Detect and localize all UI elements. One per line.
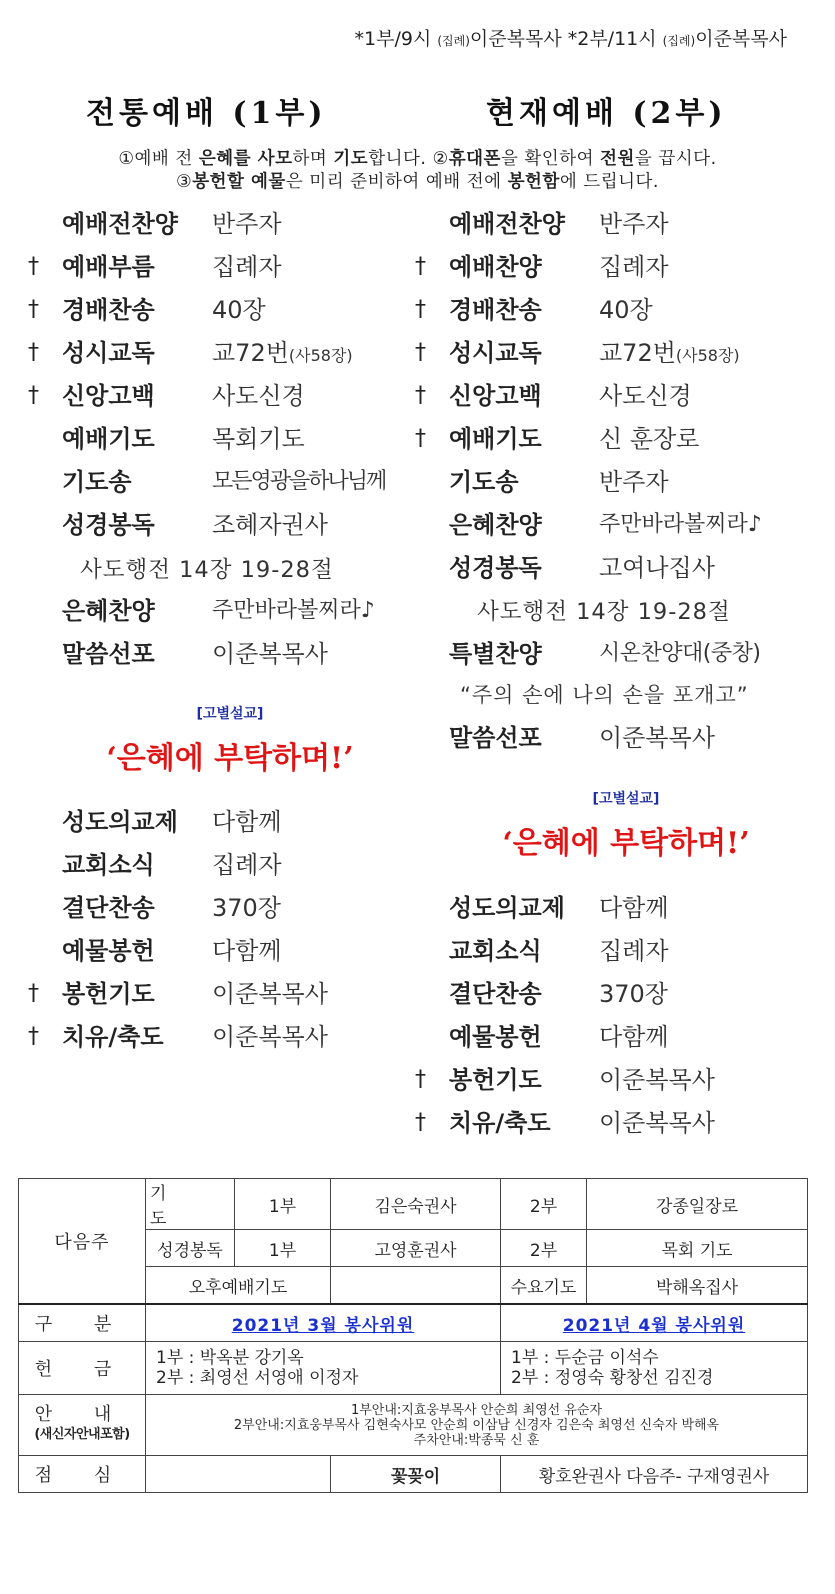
march-offering <box>146 1342 501 1395</box>
april-volunteers-link[interactable]: 2021년 4월 봉사위원 <box>562 1315 746 1336</box>
cross-icon: † <box>415 340 426 365</box>
order-value: 이준복목사 <box>212 1023 328 1051</box>
reading-note: (사58장) <box>675 346 740 365</box>
sermon-title: ‘은혜에 부탁하며!’ <box>502 826 750 861</box>
reading-part-1: 고영훈권사 <box>331 1230 501 1267</box>
april-offering <box>501 1342 808 1395</box>
order-label: 성시교독 <box>62 339 155 367</box>
order-value: 모든영광을하나님께 <box>212 469 386 494</box>
order-row <box>28 421 408 457</box>
guide-sublabel: (새신자안내포함) <box>34 1427 130 1442</box>
april-volunteers-header <box>501 1304 808 1342</box>
next-week-label: 다음주 <box>19 1179 146 1305</box>
order-row <box>28 206 408 242</box>
notice-text: 은 미리 준비하여 예배 전에 <box>285 172 508 192</box>
order-label: 성시교독 <box>449 339 542 367</box>
order-value: 다함께 <box>599 894 669 922</box>
order-label: 예배전찬양 <box>449 210 565 238</box>
order-row <box>28 335 408 371</box>
part-1-label: 1부 <box>235 1230 331 1267</box>
order-value: 고여나집사 <box>599 554 715 582</box>
reading-part-2: 목회 기도 <box>587 1230 808 1267</box>
notice-emph: 전원 <box>600 149 635 169</box>
schedule-line <box>355 24 787 51</box>
cross-icon: † <box>28 383 39 408</box>
order-row <box>28 464 408 500</box>
cross-icon: † <box>415 254 426 279</box>
special-song-title: “주의 손에 나의 손을 포개고” <box>460 683 749 707</box>
schedule-1-pastor: 이준복목사 <box>469 28 562 50</box>
order-label: 경배찬송 <box>62 296 155 324</box>
lunch-value <box>146 1456 331 1493</box>
guide-details <box>146 1395 808 1456</box>
order-label: 예물봉헌 <box>449 1023 542 1051</box>
reading-note: (사58장) <box>288 346 353 365</box>
order-value: 반주자 <box>599 468 669 496</box>
order-label: 치유/축도 <box>449 1109 551 1137</box>
march-volunteers-link[interactable]: 2021년 3월 봉사위원 <box>231 1315 415 1336</box>
order-label: 기도송 <box>449 468 519 496</box>
prayer-part-2: 강종일장로 <box>587 1179 808 1230</box>
order-row <box>28 249 408 285</box>
order-row <box>415 507 815 543</box>
order-label: 신앙고백 <box>62 382 155 410</box>
schedule-1-role: (집례) <box>437 34 470 48</box>
order-value: 사도신경 <box>212 382 305 410</box>
order-value: 반주자 <box>212 210 282 238</box>
order-row <box>28 890 408 926</box>
cross-icon: † <box>415 383 426 408</box>
order-value <box>599 335 740 374</box>
wednesday-prayer-label: 수요기도 <box>501 1267 587 1305</box>
order-label: 기도송 <box>62 468 132 496</box>
order-label: 교회소식 <box>449 937 542 965</box>
order-value: 다함께 <box>212 808 282 836</box>
notice-text: 하며 <box>292 149 334 169</box>
schedule-2-pastor: 이준복목사 <box>695 28 787 50</box>
order-row <box>28 847 408 883</box>
order-row <box>415 206 815 242</box>
order-row <box>415 636 815 672</box>
notice-text: 에 드립니다. <box>559 172 659 192</box>
order-label: 은혜찬양 <box>62 597 155 625</box>
order-row <box>28 378 408 414</box>
order-value: 이준복목사 <box>599 724 715 752</box>
order-value: 이준복목사 <box>212 640 328 668</box>
order-value: 다함께 <box>212 937 282 965</box>
order-label: 교회소식 <box>62 851 155 879</box>
table-row <box>19 1456 808 1493</box>
order-row <box>415 1105 815 1141</box>
reading-label: 성경봉독 <box>146 1230 235 1267</box>
order-value: 집례자 <box>212 253 282 281</box>
guide-label: 안 내 <box>34 1404 130 1425</box>
part-2-label: 2부 <box>501 1179 587 1230</box>
cross-icon: † <box>28 1024 39 1049</box>
order-value: 사도신경 <box>599 382 692 410</box>
order-row <box>415 1062 815 1098</box>
order-value: 주만바라볼찌라♪ <box>212 598 375 623</box>
guide-parking: 주차안내:박종묵 신 훈 <box>413 1432 540 1448</box>
order-row <box>28 636 408 672</box>
order-label: 성도의교제 <box>62 808 178 836</box>
table-row <box>19 1304 808 1342</box>
order-label: 성경봉독 <box>449 554 542 582</box>
schedule-2-role: (집례) <box>662 34 696 48</box>
order-label: 예배부름 <box>62 253 155 281</box>
order-value: 신 훈장로 <box>599 425 700 453</box>
order-value: 집례자 <box>599 253 669 281</box>
volunteer-table <box>18 1178 808 1493</box>
order-label: 봉헌기도 <box>449 1066 542 1094</box>
notice-emph: 은혜를 사모 <box>198 149 293 169</box>
order-label: 치유/축도 <box>62 1023 164 1051</box>
march-volunteers-header <box>146 1304 501 1342</box>
guide-part-2: 2부안내:지효웅부목사 김현숙사모 안순희 이삼남 신경자 김은숙 최영선 신숙자 박해옥 <box>233 1417 720 1433</box>
table-row <box>19 1395 808 1456</box>
sermon-tag: [고별설교] <box>592 791 660 807</box>
order-value: 목회기도 <box>212 425 305 453</box>
order-label: 신앙고백 <box>449 382 542 410</box>
order-row <box>415 249 815 285</box>
order-row <box>415 976 815 1012</box>
evening-prayer-label: 오후예배기도 <box>146 1267 331 1305</box>
reading-number: 교72번 <box>599 339 676 367</box>
cross-icon: † <box>28 340 39 365</box>
order-row <box>28 507 408 543</box>
table-row <box>19 1179 808 1230</box>
order-label: 특별찬양 <box>449 640 542 668</box>
order-label: 성도의교제 <box>449 894 565 922</box>
notice-text: 을 확인하여 <box>500 149 601 169</box>
april-offering-part-2: 2부 : 정영숙 황창선 김진경 <box>511 1368 714 1388</box>
notice-text: ③ <box>176 172 193 192</box>
order-label: 예배기도 <box>449 425 542 453</box>
cross-icon: † <box>415 426 426 451</box>
order-row <box>28 593 408 629</box>
reading-number: 교72번 <box>212 339 289 367</box>
order-label: 말씀선포 <box>62 640 155 668</box>
category-label: 구 분 <box>19 1304 146 1342</box>
march-offering-part-2: 2부 : 최영선 서영애 이정자 <box>156 1368 359 1388</box>
order-value: 이준복목사 <box>599 1109 715 1137</box>
order-row <box>415 464 815 500</box>
cross-icon: † <box>415 297 426 322</box>
order-value: 40장 <box>212 296 266 324</box>
order-value: 시온찬양대(중창) <box>599 641 761 666</box>
order-row <box>28 804 408 840</box>
notice-line-2 <box>0 168 835 193</box>
order-row <box>28 933 408 969</box>
notice-emph: 봉헌할 예물 <box>192 172 286 192</box>
cross-icon: † <box>28 297 39 322</box>
schedule-1-time: *1부/9시 <box>354 28 438 50</box>
notice-emph: 휴대폰 <box>448 149 501 169</box>
order-label: 예물봉헌 <box>62 937 155 965</box>
part-1-label: 1부 <box>235 1179 331 1230</box>
order-label: 결단찬송 <box>449 980 542 1008</box>
notice-line-1 <box>0 145 835 170</box>
order-label: 예배찬양 <box>449 253 542 281</box>
order-row <box>415 890 815 926</box>
order-value: 집례자 <box>599 937 669 965</box>
order-row <box>415 1019 815 1055</box>
order-row <box>415 378 815 414</box>
cross-icon: † <box>28 981 39 1006</box>
order-row <box>415 720 815 756</box>
order-value: 이준복목사 <box>212 980 328 1008</box>
order-label: 봉헌기도 <box>62 980 155 1008</box>
order-label: 성경봉독 <box>62 511 155 539</box>
cross-icon: † <box>28 254 39 279</box>
april-offering-part-1: 1부 : 두순금 이석수 <box>511 1348 659 1368</box>
order-value: 반주자 <box>599 210 669 238</box>
evening-prayer-value <box>331 1267 501 1305</box>
order-label: 말씀선포 <box>449 724 542 752</box>
order-row <box>28 292 408 328</box>
service-2-title: 현재예배 (2부) <box>486 96 727 131</box>
notice-text: ①예배 전 <box>118 149 199 169</box>
order-value: 40장 <box>599 296 653 324</box>
order-row <box>415 550 815 586</box>
order-label: 예배기도 <box>62 425 155 453</box>
order-value: 이준복목사 <box>599 1066 715 1094</box>
service-1-title: 전통예배 (1부) <box>86 96 327 131</box>
order-row <box>415 292 815 328</box>
order-value <box>212 335 353 374</box>
notice-emph: 기도 <box>333 149 369 169</box>
order-value: 다함께 <box>599 1023 669 1051</box>
cross-icon: † <box>415 1067 426 1092</box>
flowers-label: 꽃꽂이 <box>331 1456 501 1493</box>
scripture-reference: 사도행전 14장 19-28절 <box>80 557 334 583</box>
notice-text: 을 끕시다. <box>634 149 717 169</box>
order-label: 은혜찬양 <box>449 511 542 539</box>
sermon-title: ‘은혜에 부탁하며!’ <box>106 741 354 776</box>
order-label: 결단찬송 <box>62 894 155 922</box>
guide-label-cell <box>19 1395 146 1456</box>
lunch-label: 점 심 <box>19 1456 146 1493</box>
order-value: 주만바라볼찌라♪ <box>599 512 762 537</box>
scripture-reference: 사도행전 14장 19-28절 <box>477 599 731 625</box>
march-offering-part-1: 1부 : 박옥분 강기옥 <box>156 1348 304 1368</box>
order-row <box>28 976 408 1012</box>
order-row <box>415 421 815 457</box>
order-row <box>28 1019 408 1055</box>
flowers-value: 황호완권사 다음주- 구재영권사 <box>501 1456 808 1493</box>
offering-label: 헌 금 <box>19 1342 146 1395</box>
sermon-tag: [고별설교] <box>196 706 264 722</box>
order-label: 경배찬송 <box>449 296 542 324</box>
prayer-part-1: 김은숙권사 <box>331 1179 501 1230</box>
order-row <box>415 335 815 371</box>
table-row <box>19 1342 808 1395</box>
cross-icon: † <box>415 1110 426 1135</box>
order-value: 집례자 <box>212 851 282 879</box>
order-value: 370장 <box>212 894 281 922</box>
order-value: 조혜자권사 <box>212 511 328 539</box>
order-label: 예배전찬양 <box>62 210 178 238</box>
order-value: 370장 <box>599 980 668 1008</box>
notice-emph: 봉헌함 <box>507 172 560 192</box>
guide-part-1: 1부안내:지효웅부목사 안순희 최영선 유순자 <box>350 1402 603 1418</box>
part-2-label: 2부 <box>501 1230 587 1267</box>
prayer-label: 기 도 <box>146 1179 235 1230</box>
notice-text: 합니다. ② <box>368 149 449 169</box>
schedule-2-time: *2부/11시 <box>561 28 663 50</box>
order-row <box>415 933 815 969</box>
wednesday-prayer-value: 박해옥집사 <box>587 1267 808 1305</box>
